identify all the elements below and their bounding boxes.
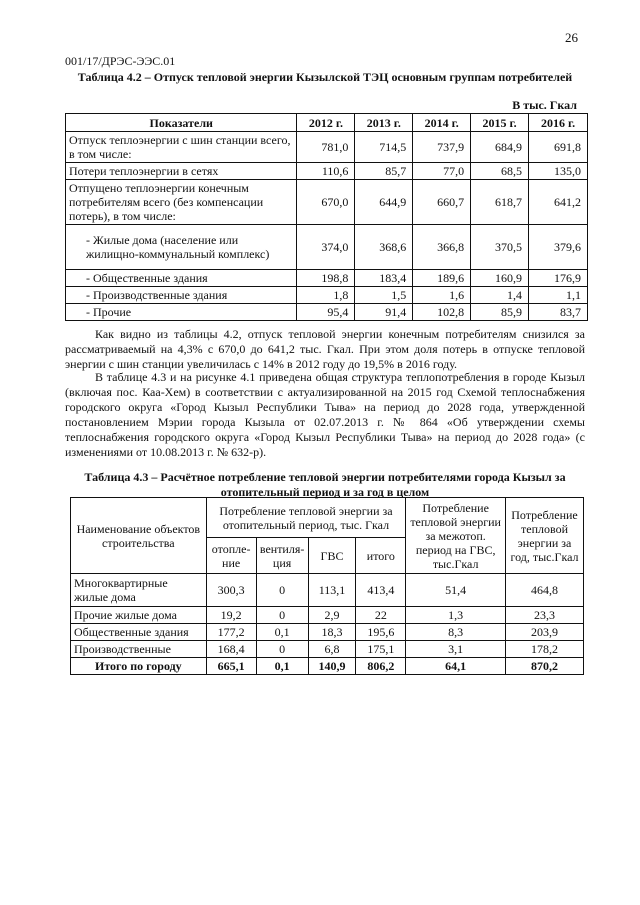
header-indicators: Показатели [66, 114, 297, 132]
cell-value: 370,5 [471, 225, 529, 270]
table-row [71, 607, 584, 624]
cell-value: 160,9 [471, 270, 529, 287]
cell-value: 737,9 [413, 132, 471, 163]
header-year: 2012 г. [297, 114, 355, 132]
cell-value: 113,1 [308, 574, 356, 607]
header-year: 2014 г. [413, 114, 471, 132]
header-year-total: Потребление тепловой энергии за год, тыс.Гкал [506, 498, 584, 574]
cell-value: 660,7 [413, 180, 471, 225]
row-label: Отпуск теплоэнергии с шин станции всего, в том числе: [66, 132, 297, 163]
cell-value: 300,3 [206, 574, 256, 607]
cell-value: 1,8 [297, 287, 355, 304]
cell-value: 641,2 [529, 180, 588, 225]
table-row [66, 163, 588, 180]
row-label: Потери теплоэнергии в сетях [66, 163, 297, 180]
cell-value: 177,2 [206, 624, 256, 641]
cell-value: 83,7 [529, 304, 588, 321]
table-4-3-title: Таблица 4.3 – Расчётное потребление тепловой энергии потребителями города Кызыл за отопительный период и за год в целом [84, 470, 566, 499]
cell-value: 1,3 [406, 607, 506, 624]
cell-value: 135,0 [529, 163, 588, 180]
cell-value: 644,9 [355, 180, 413, 225]
cell-value: 203,9 [506, 624, 584, 641]
row-label: - Прочие [66, 304, 297, 321]
cell-value: 1,4 [471, 287, 529, 304]
row-label: Многоквартирные жилые дома [71, 574, 207, 607]
cell-value: 102,8 [413, 304, 471, 321]
cell-value: 670,0 [297, 180, 355, 225]
table-row [71, 641, 584, 658]
row-label: Прочие жилые дома [71, 607, 207, 624]
cell-value: 366,8 [413, 225, 471, 270]
cell-value: 85,9 [471, 304, 529, 321]
cell-value: 618,7 [471, 180, 529, 225]
cell-value: 110,6 [297, 163, 355, 180]
cell-value: 3,1 [406, 641, 506, 658]
cell-value: 379,6 [529, 225, 588, 270]
table-4-2-unit: В тыс. Гкал [512, 98, 577, 112]
cell-value: 0 [256, 607, 308, 624]
cell-value: 684,9 [471, 132, 529, 163]
cell-value: 691,8 [529, 132, 588, 163]
cell-value: 665,1 [206, 658, 256, 675]
paragraph-losses [65, 327, 585, 372]
cell-value: 0,1 [256, 624, 308, 641]
row-label: - Общественные здания [66, 270, 297, 287]
header-interheating-period: Потребление тепловой энергии за межотоп. период на ГВС, тыс.Гкал [406, 498, 506, 574]
header-heating-period: Потребление тепловой энергии за отопительный период, тыс. Гкал [206, 498, 406, 538]
cell-value: 91,4 [355, 304, 413, 321]
cell-value: 413,4 [356, 574, 406, 607]
cell-value: 51,4 [406, 574, 506, 607]
subheader-ventilation: вентиля-ция [256, 538, 308, 574]
row-label: Общественные здания [71, 624, 207, 641]
cell-value: 198,8 [297, 270, 355, 287]
row-label: - Производственные здания [66, 287, 297, 304]
paragraph-structure [65, 370, 585, 460]
subheader-total: итого [356, 538, 406, 574]
table-header-row [66, 114, 588, 132]
header-year: 2015 г. [471, 114, 529, 132]
cell-value: 68,5 [471, 163, 529, 180]
row-label: Производственные [71, 641, 207, 658]
cell-value: 18,3 [308, 624, 356, 641]
cell-value: 23,3 [506, 607, 584, 624]
row-label: Итого по городу [71, 658, 207, 675]
cell-value: 168,4 [206, 641, 256, 658]
cell-value: 183,4 [355, 270, 413, 287]
table-row [66, 287, 588, 304]
cell-value: 0 [256, 574, 308, 607]
table-total-row [71, 658, 584, 675]
cell-value: 806,2 [356, 658, 406, 675]
cell-value: 8,3 [406, 624, 506, 641]
table-row [66, 304, 588, 321]
cell-value: 1,6 [413, 287, 471, 304]
cell-value: 178,2 [506, 641, 584, 658]
cell-value: 22 [356, 607, 406, 624]
cell-value: 77,0 [413, 163, 471, 180]
cell-value: 2,9 [308, 607, 356, 624]
cell-value: 368,6 [355, 225, 413, 270]
header-year: 2016 г. [529, 114, 588, 132]
table-4-2-title: Таблица 4.2 – Отпуск тепловой энергии Кызылской ТЭЦ основным группам потребителей [77, 70, 573, 84]
cell-value: 176,9 [529, 270, 588, 287]
paragraph-text: В таблице 4.3 и на рисунке 4.1 приведена общая структура теплопотребления в городе Кызыл (включая пос. Каа-Хем) в соответствии с актуализированной на 2015 год Схемой теплоснабжения городского округа «Город Кызыл Республики Тыва» на период до 2028 года, утвержденной постановлением Мэрии города Кызыла от 02.07.2013 г. № 864 «Об утверждении схемы теплоснабжения городского округа «Город Кызыл Республики Тыва» на период до 2028 года» (с изменениями от 10.08.2013 г. № 632-р). [65, 370, 585, 459]
table-row [66, 132, 588, 163]
subheader-heating: отопле-ние [206, 538, 256, 574]
cell-value: 0 [256, 641, 308, 658]
cell-value: 464,8 [506, 574, 584, 607]
cell-value: 19,2 [206, 607, 256, 624]
table-row [66, 180, 588, 225]
cell-value: 95,4 [297, 304, 355, 321]
cell-value: 1,5 [355, 287, 413, 304]
cell-value: 189,6 [413, 270, 471, 287]
cell-value: 714,5 [355, 132, 413, 163]
table-4-3 [70, 497, 584, 675]
table-row [71, 624, 584, 641]
cell-value: 6,8 [308, 641, 356, 658]
table-row [66, 270, 588, 287]
document-code: 001/17/ДРЭС-ЭЭС.01 [65, 54, 176, 68]
page-number: 26 [565, 30, 578, 45]
cell-value: 195,6 [356, 624, 406, 641]
cell-value: 374,0 [297, 225, 355, 270]
paragraph-text: Как видно из таблицы 4.2, отпуск тепловой энергии конечным потребителям снизился за рассматриваемый на 4,3% с 670,0 до 641,2 тыс. Гкал. При этом доля потерь в отпуске тепловой энергии с шин станции увеличилась с 14% в 2012 году до 19,5% в 2016 году. [65, 327, 585, 371]
table-4-2 [65, 113, 588, 321]
cell-value: 1,1 [529, 287, 588, 304]
cell-value: 175,1 [356, 641, 406, 658]
header-year: 2013 г. [355, 114, 413, 132]
cell-value: 64,1 [406, 658, 506, 675]
cell-value: 870,2 [506, 658, 584, 675]
header-object-name: Наименование объектов строительства [71, 498, 207, 574]
cell-value: 781,0 [297, 132, 355, 163]
table-row [66, 225, 588, 270]
row-label: - Жилые дома (население или жилищно-коммунальный комплекс) [66, 225, 297, 270]
table-row [71, 574, 584, 607]
row-label: Отпущено теплоэнергии конечным потребителям всего (без компенсации потерь), в том числе: [66, 180, 297, 225]
table-header-row [71, 498, 584, 538]
cell-value: 140,9 [308, 658, 356, 675]
subheader-hot-water: ГВС [308, 538, 356, 574]
cell-value: 0,1 [256, 658, 308, 675]
cell-value: 85,7 [355, 163, 413, 180]
